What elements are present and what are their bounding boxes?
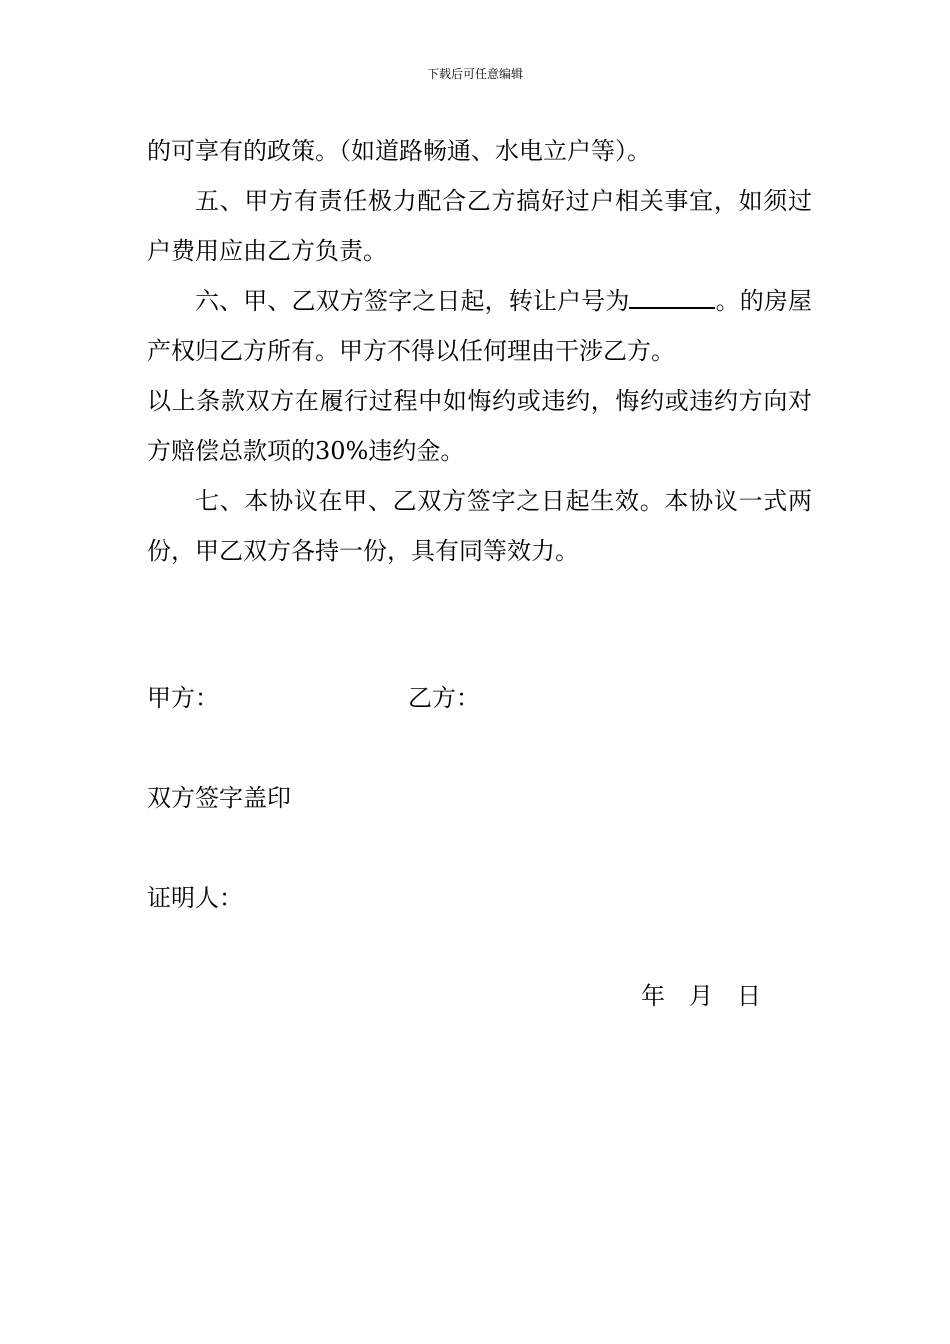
paragraph-clause-5: 五、甲方有责任极力配合乙方搞好过户相关事宜，如须过户费用应由乙方负责。 [147, 187, 812, 265]
document-body [147, 126, 812, 576]
page-header: 下载后可任意编辑 [426, 67, 523, 81]
both-sign-label: 双方签字盖印 [147, 784, 291, 812]
paragraph-breach: 以上条款双方在履行过程中如悔约或违约，悔约或违约方向对方赔偿总款项的30%违约金。 [147, 387, 812, 465]
party-b-label: 乙方： [408, 684, 480, 712]
clause-6-text-after: 。的房屋产权归乙方所有。甲方不得以任何理由干涉乙方。 [147, 287, 812, 365]
account-number-blank [629, 285, 715, 309]
paragraph-clause-6 [147, 276, 812, 376]
clause-6-text-before: 六、甲、乙双方签字之日起，转让户号为 [195, 287, 630, 315]
witness-label: 证明人： [147, 884, 243, 912]
party-a-label: 甲方： [147, 684, 219, 712]
paragraph-clause-7: 七、本协议在甲、乙双方签字之日起生效。本协议一式两份，甲乙双方各持一份，具有同等效力。 [147, 487, 812, 565]
paragraph-policy: 的可享有的政策。（如道路畅通、水电立户等）。 [147, 137, 651, 165]
date-label: 年 月 日 [641, 982, 761, 1010]
